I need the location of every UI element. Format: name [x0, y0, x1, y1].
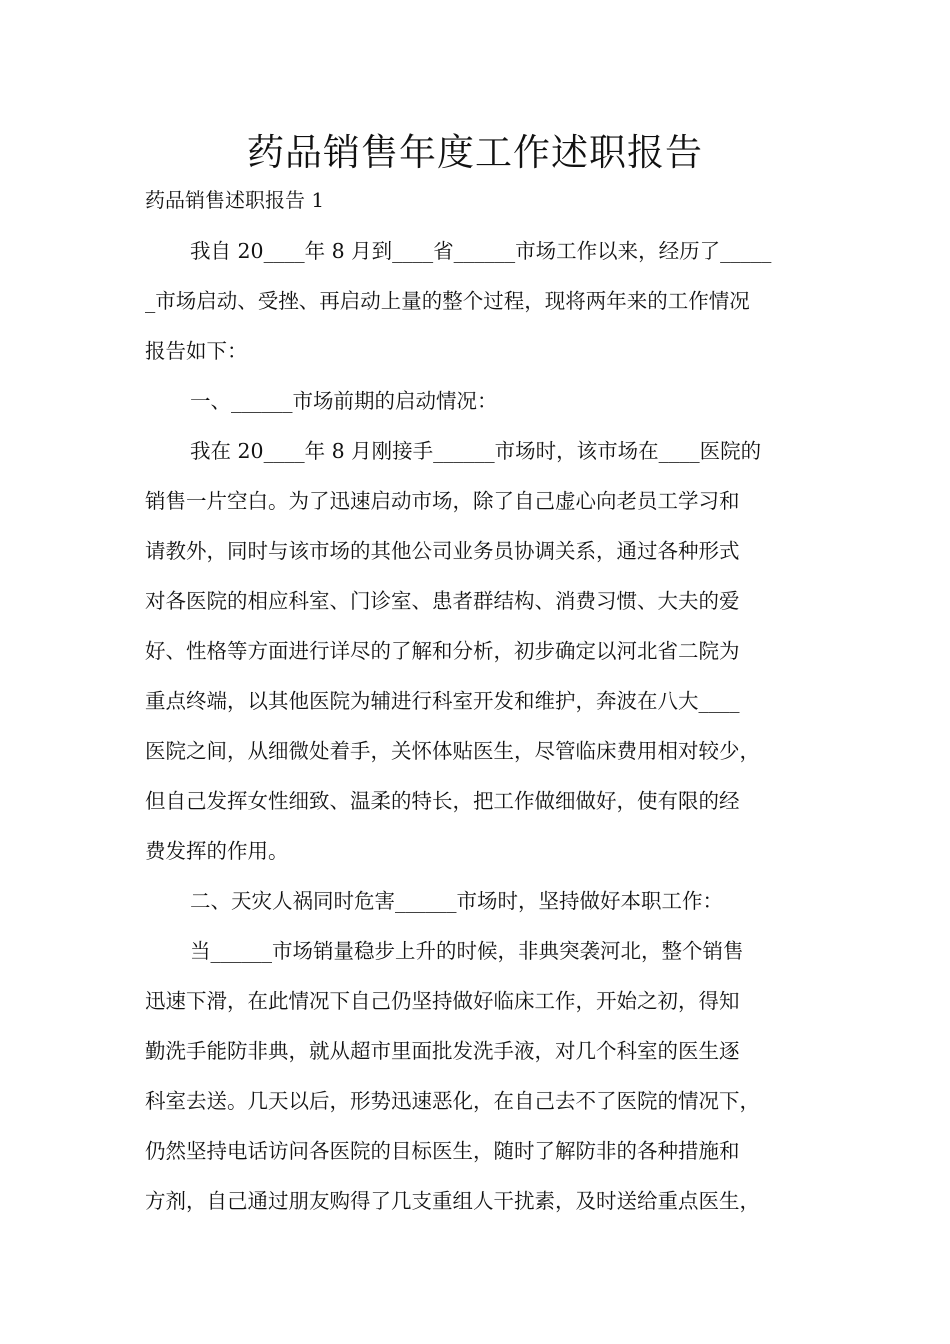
paragraph-line: 对各医院的相应科室、门诊室、患者群结构、消费习惯、大夫的爱 — [145, 589, 740, 613]
paragraph-line: 科室去送。几天以后，形势迅速恶化，在自己去不了医院的情况下， — [145, 1089, 760, 1113]
paragraph-line: _市场启动、受挫、再启动上量的整个过程，现将两年来的工作情况 — [145, 289, 750, 313]
paragraph-line: 请教外，同时与该市场的其他公司业务员协调关系，通过各种形式 — [145, 539, 740, 563]
document-title: 药品销售年度工作述职报告 — [247, 131, 703, 174]
paragraph-line: 我自 20____年 8 月到____省______市场工作以来，经历了_____ — [190, 239, 772, 263]
paragraph-line: 医院之间，从细微处着手，关怀体贴医生，尽管临床费用相对较少， — [145, 739, 760, 763]
section-heading: 二、天灾人祸同时危害______市场时，坚持做好本职工作： — [190, 889, 723, 913]
paragraph-line: 重点终端，以其他医院为辅进行科室开发和维护，奔波在八大____ — [145, 689, 740, 713]
paragraph-line: 仍然坚持电话访问各医院的目标医生，随时了解防非的各种措施和 — [145, 1139, 740, 1163]
paragraph-line: 勤洗手能防非典，就从超市里面批发洗手液，对几个科室的医生逐 — [145, 1039, 740, 1063]
section-heading: 一、______市场前期的启动情况： — [190, 389, 498, 413]
paragraph-line: 我在 20____年 8 月刚接手______市场时，该市场在____医院的 — [190, 439, 762, 463]
paragraph-line: 费发挥的作用。 — [145, 839, 289, 863]
paragraph-line: 销售一片空白。为了迅速启动市场，除了自己虚心向老员工学习和 — [145, 489, 740, 513]
section-heading: 药品销售述职报告 1 — [145, 188, 325, 212]
paragraph-line: 好、性格等方面进行详尽的了解和分析，初步确定以河北省二院为 — [145, 639, 740, 663]
paragraph-line: 报告如下： — [145, 339, 248, 363]
paragraph-line: 当______市场销量稳步上升的时候，非典突袭河北，整个销售 — [190, 939, 744, 963]
paragraph-line: 方剂，自己通过朋友购得了几支重组人干扰素，及时送给重点医生， — [145, 1189, 760, 1213]
paragraph-line: 但自己发挥女性细致、温柔的特长，把工作做细做好，使有限的经 — [145, 789, 740, 813]
paragraph-line: 迅速下滑，在此情况下自己仍坚持做好临床工作，开始之初，得知 — [145, 989, 740, 1013]
